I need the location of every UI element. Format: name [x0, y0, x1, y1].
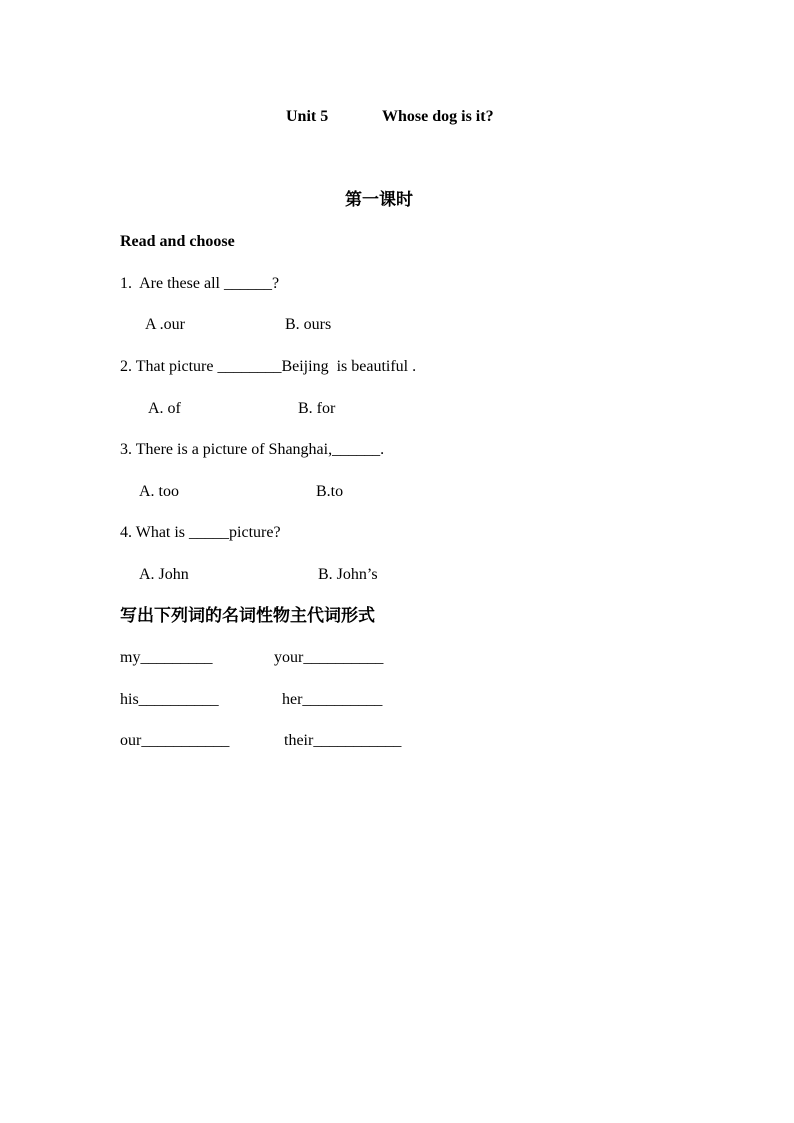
question-3: 3. There is a picture of Shanghai,______. — [120, 441, 385, 458]
section-heading-read-and-choose: Read and choose — [120, 233, 235, 250]
blank-his: his__________ — [120, 691, 219, 708]
unit-label: Unit 5 — [286, 108, 329, 125]
blank-your: your__________ — [274, 649, 384, 666]
question-4-option-a: A. John — [139, 566, 189, 583]
question-4: 4. What is _____picture? — [120, 524, 281, 541]
question-4-option-b: B. John’s — [318, 566, 378, 583]
section-heading-possessive-pronouns: 写出下列词的名词性物主代词形式 — [120, 606, 375, 626]
question-1: 1. Are these all ______? — [120, 275, 280, 292]
page-title: Whose dog is it? — [382, 108, 494, 125]
blank-their: their___________ — [284, 732, 402, 749]
lesson-label: 第一课时 — [345, 190, 413, 210]
blank-her: her__________ — [282, 691, 383, 708]
question-3-option-b: B.to — [316, 483, 344, 500]
question-1-option-a: A .our — [145, 316, 185, 333]
question-2-option-b: B. for — [298, 400, 336, 417]
question-2: 2. That picture ________Beijing is beautiful . — [120, 358, 417, 375]
blank-my: my_________ — [120, 649, 213, 666]
question-1-option-b: B. ours — [285, 316, 332, 333]
question-3-option-a: A. too — [139, 483, 179, 500]
blank-our: our___________ — [120, 732, 230, 749]
question-2-option-a: A. of — [148, 400, 181, 417]
